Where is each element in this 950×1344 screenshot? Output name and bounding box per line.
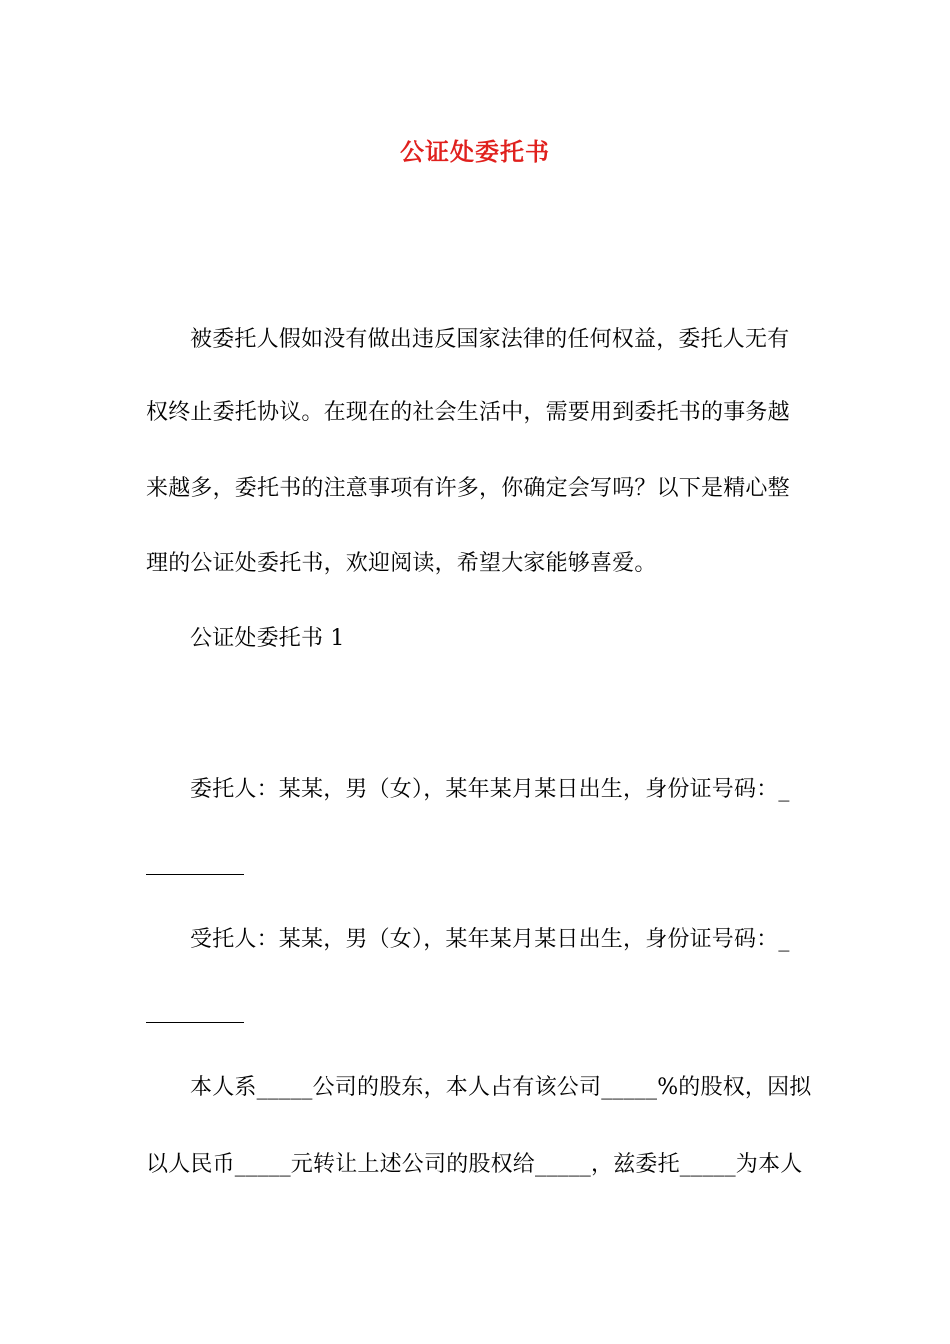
agent-id-blank (146, 1022, 244, 1023)
body-line-2: 以人民币_____元转让上述公司的股权给_____，兹委托_____为本人 (146, 1152, 803, 1177)
intro-line-4: 理的公证处委托书，欢迎阅读，希望大家能够喜爱。 (146, 551, 657, 576)
intro-line-3: 来越多，委托书的注意事项有许多，你确定会写吗？以下是精心整 (146, 476, 790, 501)
principal-id-blank (146, 874, 244, 875)
principal-line: 委托人：某某，男（女），某年某月某日出生，身份证号码：_ (190, 777, 790, 802)
document-title: 公证处委托书 (400, 137, 550, 166)
body-line-1: 本人系_____公司的股东，本人占有该公司_____%的股权，因拟 (190, 1075, 812, 1100)
agent-line: 受托人：某某，男（女），某年某月某日出生，身份证号码：_ (190, 927, 790, 952)
intro-line-2: 权终止委托协议。在现在的社会生活中，需要用到委托书的事务越 (146, 400, 790, 425)
intro-line-1: 被委托人假如没有做出违反国家法律的任何权益，委托人无有 (190, 327, 790, 352)
section-heading: 公证处委托书 1 (190, 626, 345, 651)
